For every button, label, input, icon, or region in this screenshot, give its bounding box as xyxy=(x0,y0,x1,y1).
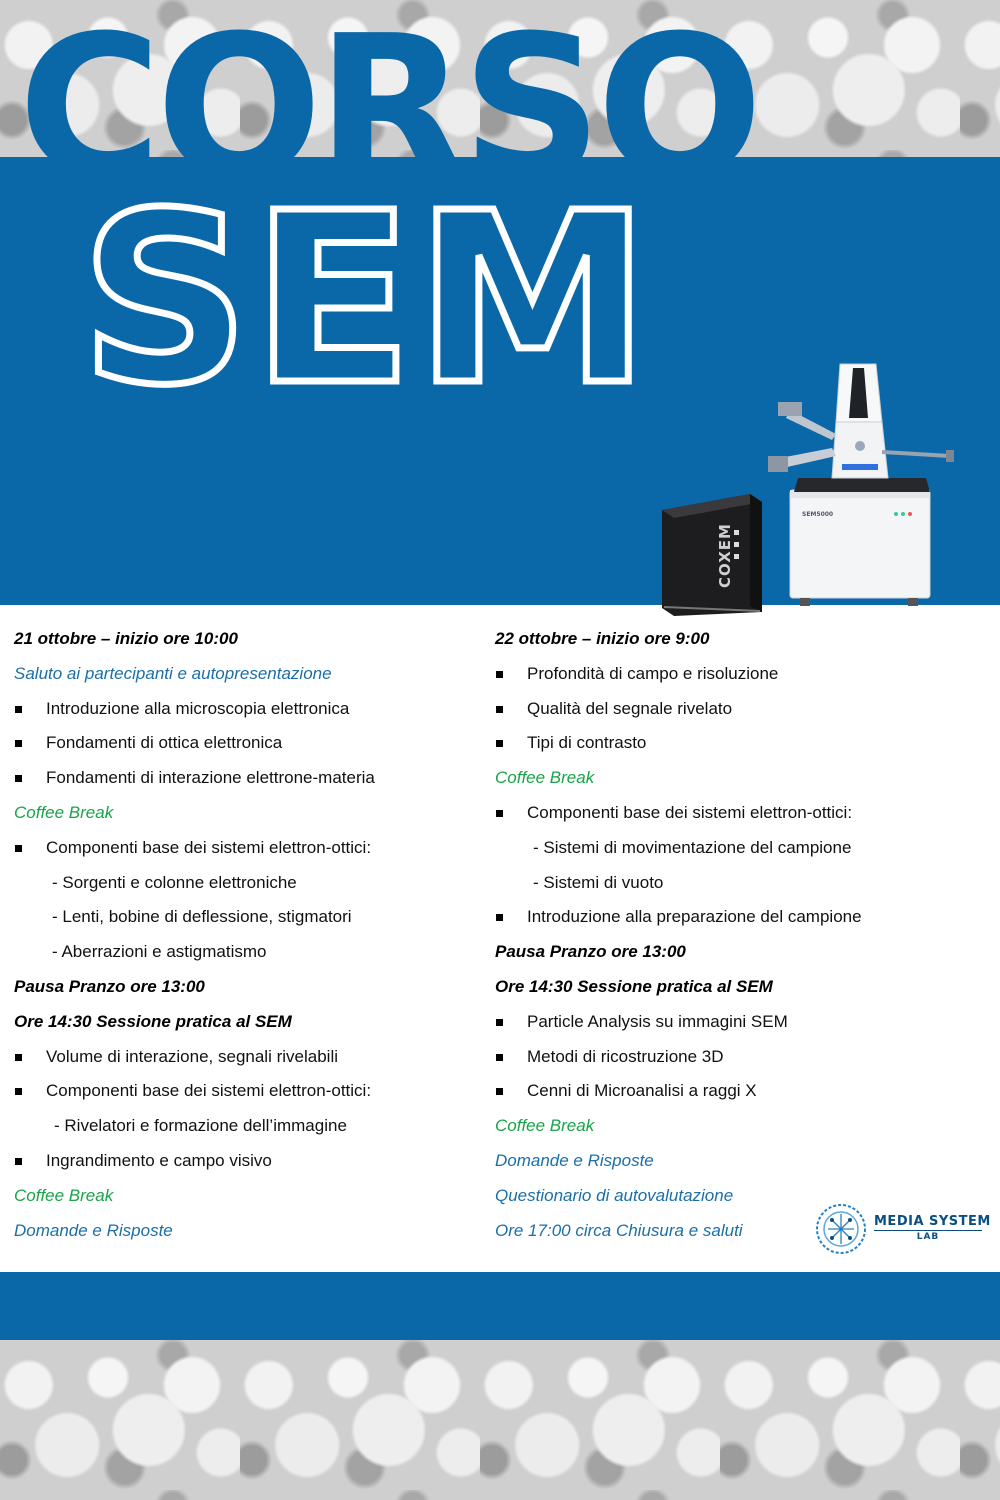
day2-column xyxy=(495,622,965,1248)
agenda-sub-item: - Sorgenti e colonne elettroniche xyxy=(52,872,297,892)
agenda-session-heading: Pausa Pranzo ore 13:00 xyxy=(495,942,686,962)
agenda-bullet-item xyxy=(14,1040,484,1075)
day1-heading: 21 ottobre – inizio ore 10:00 xyxy=(14,629,238,648)
agenda-item-text: Componenti base dei sistemi elettron-ottici: xyxy=(46,837,372,857)
agenda-sub-item: - Sistemi di vuoto xyxy=(533,872,664,892)
agenda-sub-item: - Aberrazioni e astigmatismo xyxy=(52,942,267,962)
agenda-break-note: Coffee Break xyxy=(495,768,595,788)
agenda-note: Domande e Risposte xyxy=(14,1220,173,1240)
sem-texture-bottom xyxy=(0,1340,1000,1500)
agenda-bullet-item xyxy=(495,1005,965,1040)
agenda-item-text: Qualità del segnale rivelato xyxy=(527,698,733,718)
globe-circuit-icon xyxy=(814,1202,868,1256)
agenda-item-text: Ingrandimento e campo visivo xyxy=(46,1150,272,1170)
square-bullet-icon xyxy=(496,1054,503,1061)
agenda-item-text: Profondità di campo e risoluzione xyxy=(527,663,779,683)
day2-agenda-list xyxy=(495,657,965,1249)
square-bullet-icon xyxy=(496,810,503,817)
agenda-session-heading: Pausa Pranzo ore 13:00 xyxy=(14,976,205,996)
agenda-bullet-item xyxy=(495,692,965,727)
day2-heading: 22 ottobre – inizio ore 9:00 xyxy=(495,629,710,648)
agenda-item-text: Volume di interazione, segnali rivelabili xyxy=(46,1046,338,1066)
square-bullet-icon xyxy=(15,1054,22,1061)
title-corso: CORSO xyxy=(18,0,758,222)
agenda-bullet-item xyxy=(14,1144,484,1179)
agenda-bullet-item xyxy=(14,761,484,796)
agenda-item-text: Componenti base dei sistemi elettron-ottici: xyxy=(46,1081,372,1101)
agenda-bullet-item xyxy=(14,692,484,727)
agenda-item-text: Componenti base dei sistemi elettron-ottici: xyxy=(527,802,853,822)
square-bullet-icon xyxy=(15,706,22,713)
agenda-bullet-item xyxy=(495,1040,965,1075)
square-bullet-icon xyxy=(15,1088,22,1095)
agenda-sub-item: - Sistemi di movimentazione del campione xyxy=(533,837,852,857)
square-bullet-icon xyxy=(496,671,503,678)
agenda-note: Saluto ai partecipanti e autopresentazione xyxy=(14,663,332,683)
square-bullet-icon xyxy=(496,706,503,713)
agenda-bullet-item xyxy=(495,1074,965,1109)
agenda-sub-item: - Rivelatori e formazione dell’immagine xyxy=(54,1116,347,1136)
agenda-break-note: Coffee Break xyxy=(495,1116,595,1136)
agenda-item-text: Tipi di contrasto xyxy=(527,733,647,753)
agenda-item-text: Metodi di ricostruzione 3D xyxy=(527,1046,724,1066)
media-system-lab-logo xyxy=(814,1200,990,1260)
day1-agenda-list xyxy=(14,657,484,1249)
agenda-bullet-item xyxy=(14,1074,484,1109)
day1-column xyxy=(14,622,484,1248)
agenda-bullet-item xyxy=(495,657,965,692)
agenda-bullet-item xyxy=(14,726,484,761)
sem-instrument-image xyxy=(650,360,970,620)
square-bullet-icon xyxy=(496,1019,503,1026)
square-bullet-icon xyxy=(15,1158,22,1165)
agenda-item-text: Fondamenti di interazione elettrone-materia xyxy=(46,768,375,788)
square-bullet-icon xyxy=(496,914,503,921)
agenda-item-text: Cenni di Microanalisi a raggi X xyxy=(527,1081,757,1101)
cabinet-brand-text: COXEM xyxy=(716,523,734,588)
logo-name: MEDIA SYSTEM xyxy=(874,1214,991,1229)
agenda-break-note: Coffee Break xyxy=(14,1185,114,1205)
agenda-note: Ore 17:00 circa Chiusura e saluti xyxy=(495,1220,743,1240)
agenda-sub-item: - Lenti, bobine di deflessione, stigmatori xyxy=(52,907,352,927)
agenda-bullet-item xyxy=(495,900,965,935)
agenda-note: Domande e Risposte xyxy=(495,1150,654,1170)
square-bullet-icon xyxy=(15,740,22,747)
agenda-bullet-item xyxy=(14,831,484,866)
agenda-session-heading: Ore 14:30 Sessione pratica al SEM xyxy=(14,1011,292,1031)
agenda-break-note: Coffee Break xyxy=(14,802,114,822)
agenda-bullet-item xyxy=(495,726,965,761)
logo-sub: LAB xyxy=(874,1230,982,1242)
agenda-item-text: Introduzione alla preparazione del campione xyxy=(527,907,862,927)
square-bullet-icon xyxy=(15,775,22,782)
square-bullet-icon xyxy=(15,845,22,852)
title-sem: SEM xyxy=(80,162,653,437)
square-bullet-icon xyxy=(496,740,503,747)
agenda-item-text: Fondamenti di ottica elettronica xyxy=(46,733,283,753)
agenda-item-text: Introduzione alla microscopia elettronica xyxy=(46,698,350,718)
agenda-note: Questionario di autovalutazione xyxy=(495,1185,734,1205)
instrument-label: SEM5000 xyxy=(802,511,834,518)
footer-band xyxy=(0,1272,1000,1342)
agenda-item-text: Particle Analysis su immagini SEM xyxy=(527,1011,788,1031)
agenda-session-heading: Ore 14:30 Sessione pratica al SEM xyxy=(495,976,773,996)
agenda-bullet-item xyxy=(495,796,965,831)
square-bullet-icon xyxy=(496,1088,503,1095)
